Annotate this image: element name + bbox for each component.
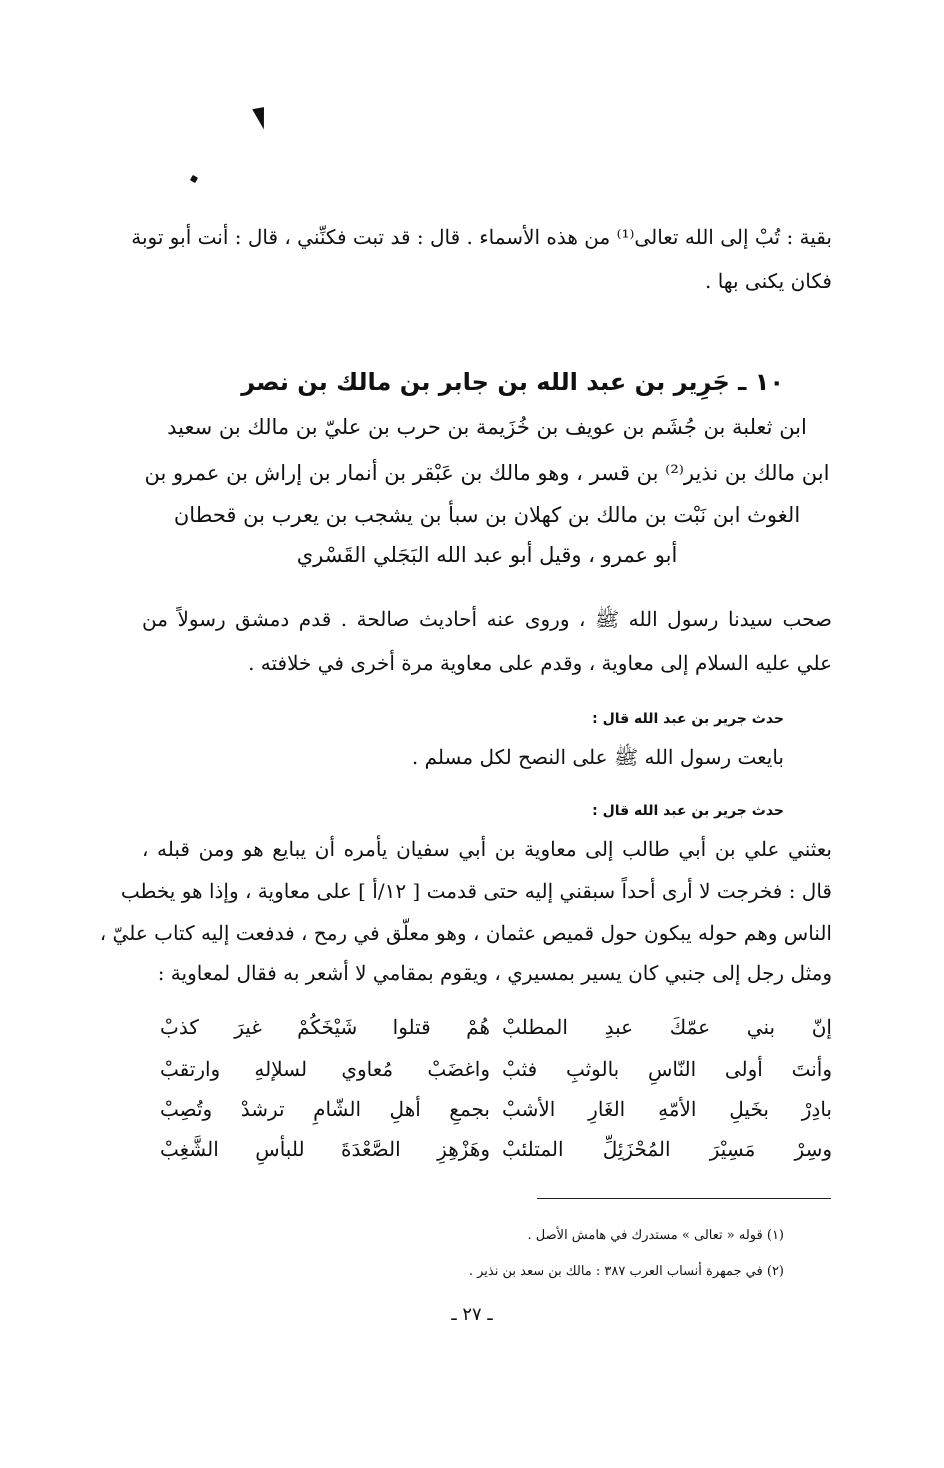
hadith-line: ومثل رجل إلى جنبي كان يسير بمسيري ، ويقوم بمقامي لا أشعر به فقال لمعاوية : (157, 961, 832, 985)
hadith-line: بعثني علي بن أبي طالب إلى معاوية بن أبي سفيان يأمره أن يبايع هو ومن قبله ، (142, 837, 832, 861)
verse-first-hemistich: وسِرْ مَسِيْرَ المُحْزَئِلِّ المتلئبْ (502, 1137, 832, 1161)
scan-mark (252, 107, 268, 131)
verse-first-hemistich: إنّ بني عمّكَ عبدِ المطلبْ (502, 1015, 832, 1039)
verse-second-hemistich: واغضَبْ مُعاوي لسلإلهِ وارتقبْ (160, 1057, 490, 1081)
lineage-line: ابن مالك بن نذير⁽²⁾ بن قسر ، وهو مالك بن عَبْقر بن أنمار بن إراش بن عمرو بن (144, 461, 830, 485)
hadith-header: حدث جرير بن عبد الله قال : (592, 711, 784, 727)
footnote: (١) قوله « تعالى » مستدرك في هامش الأصل . (527, 1228, 784, 1243)
footnote: (٢) في جمهرة أنساب العرب ٣٨٧ : مالك بن سعد بن نذير . (468, 1264, 784, 1279)
section-heading: ١٠ ـ جَرِير بن عبد الله بن جابر بن مالك بن نصر (241, 368, 784, 396)
intro-line-2: فكان يكنى بها . (704, 269, 832, 293)
scan-mark (190, 175, 198, 183)
intro-line-1: بقية : تُبْ إلى الله تعالى⁽¹⁾ من هذه الأسماء . قال : قد تبت فكنِّني ، قال : أنت أبو توبة (131, 225, 832, 249)
footnote-separator (537, 1198, 831, 1199)
verse-second-hemistich: هُمْ قتلوا شَيْخَكُمْ غيرَ كذبْ (160, 1015, 490, 1039)
bio-line: علي عليه السلام إلى معاوية ، وقدم على معاوية مرة أخرى في خلافته . (248, 651, 832, 675)
page-number: ـ ٢٧ ـ (451, 1304, 493, 1325)
hadith-text: بايعت رسول الله ﷺ على النصح لكل مسلم . (411, 745, 784, 769)
hadith-line: قال : فخرجت لا أرى أحداً سبقني إليه حتى قدمت [ ١٢/أ ] على معاوية ، وإذا هو يخطب (120, 879, 832, 903)
lineage-line: الغوث ابن نَبْت بن مالك بن كهلان بن سبأ بن يشجب بن يعرب بن قحطان (173, 503, 801, 527)
lineage-line: ابن ثعلبة بن جُشَم بن عويف بن خُزَيمة بن حرب بن عليّ بن مالك بن سعيد (167, 415, 807, 439)
verse-first-hemistich: وأنتَ أولى النّاسِ بالوثبِ فثبْ (502, 1057, 832, 1081)
bio-line: صحب سيدنا رسول الله ﷺ ، وروى عنه أحاديث صالحة . قدم دمشق رسولاً من (142, 607, 832, 631)
verse-second-hemistich: وهَزْهِزِ الصَّعْدَةَ للبأسِ الشَّغِبْ (160, 1137, 490, 1161)
verse-first-hemistich: بادِرْ بخَيلِ الأمّهِ الغَارِ الأشبْ (502, 1097, 832, 1121)
hadith-line: الناس وهم حوله يبكون حول قميص عثمان ، وهو معلّق في رمح ، فدفعت إليه كتاب عليّ ، (99, 921, 832, 945)
hadith-header: حدث جرير بن عبد الله قال : (592, 803, 784, 819)
lineage-line: أبو عمرو ، وقيل أبو عبد الله البَجَلي القَسْري (296, 543, 678, 567)
verse-second-hemistich: بجمعِ أهلِ الشّامِ ترشدْ وتُصِبْ (160, 1097, 490, 1121)
